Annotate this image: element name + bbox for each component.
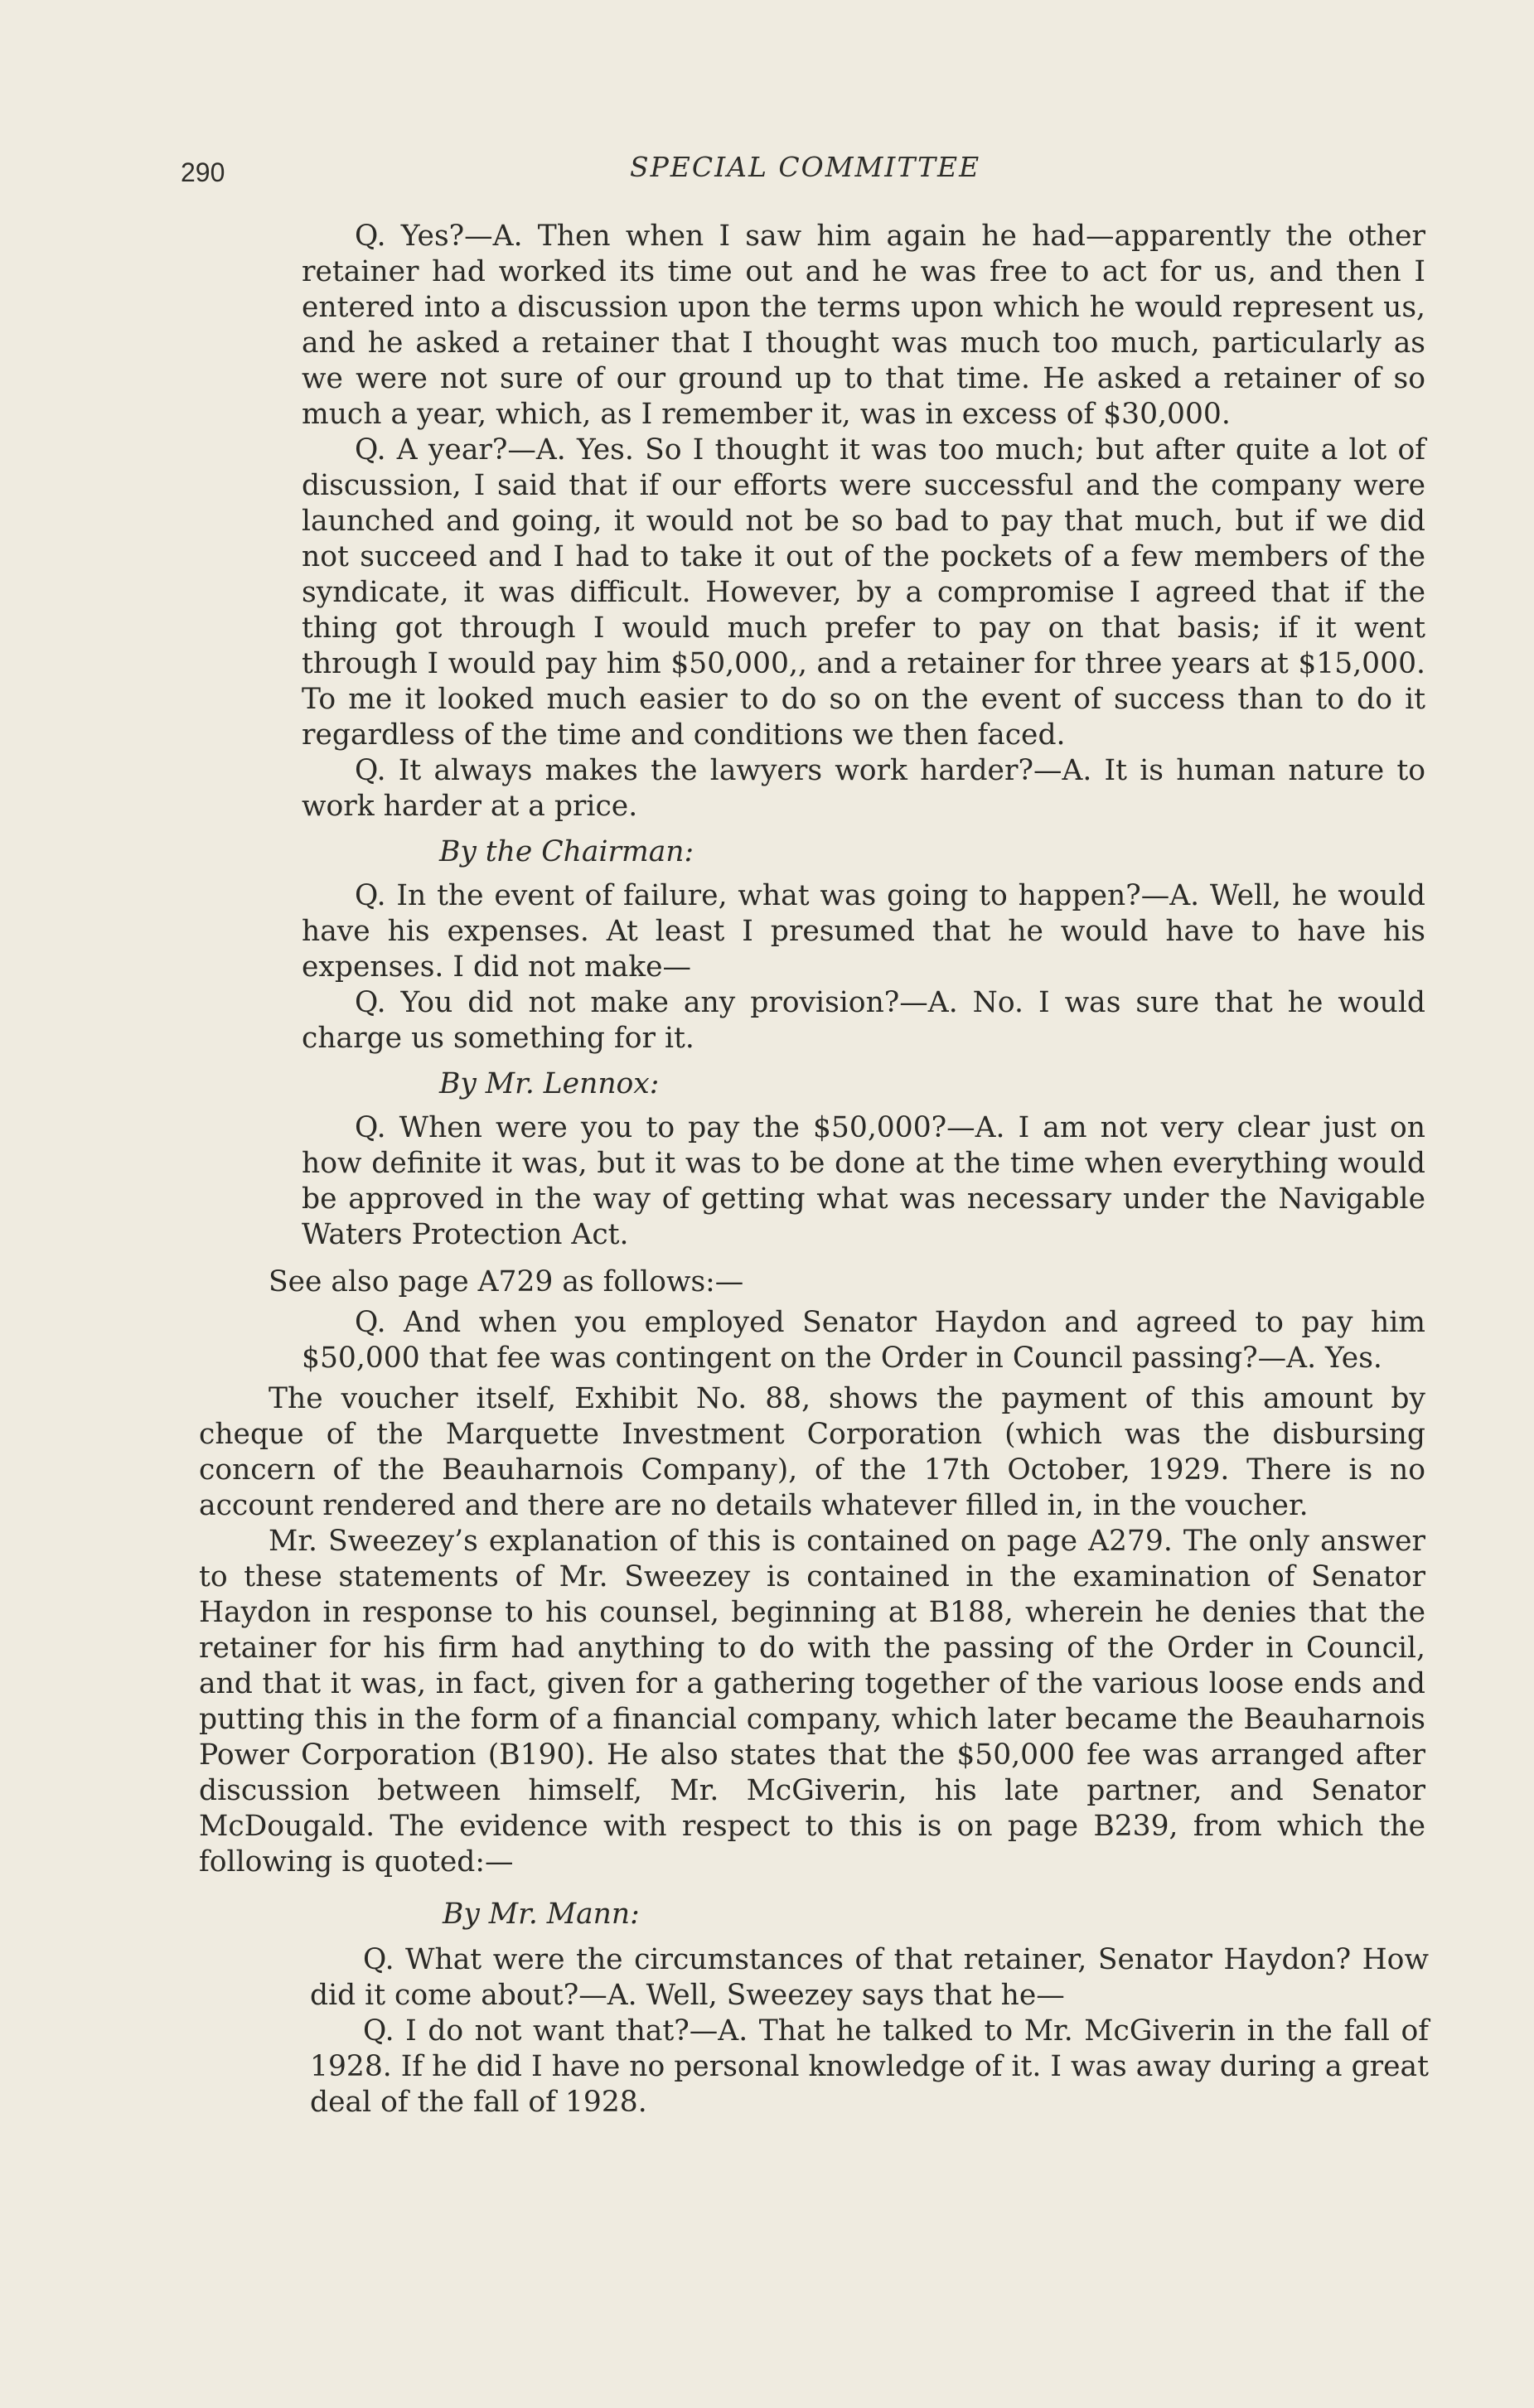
testimony-paragraph: Q. It always makes the lawyers work harder?—A. It is human nature to work harder at a price. [302,754,1425,823]
testimony-paragraph: Q. When were you to pay the $50,000?—A. I am not very clear just on how definite it was, but it was to be done at the time when everything would be approved in the way of getting what was necessary under the Navigable Waters Protection Act. [302,1111,1425,1251]
page-body [199,219,1429,2120]
cross-reference: See also page A729 as follows:— [269,1265,744,1298]
testimony-paragraph: Q. A year?—A. Yes. So I thought it was too much; but after quite a lot of discussion, I said that if our efforts were successful and the company were launched and going, it would not be so bad to pay that much, but if we did not succeed and I had to take it out of the pockets of a few members of the syndicate, it was difficult. However, by a compromise I agreed that if the thing got through I would much prefer to pay on that basis; if it went through I would pay him $50,000,, and a retainer for three years at $15,000. To me it looked much easier to do so on the event of success than to do it regardless of the time and conditions we then faced. [302,433,1425,752]
page-number: 290 [181,157,225,187]
testimony-paragraph: Q. In the event of failure, what was going to happen?—A. Well, he would have his expenses. At least I presumed that he would have to have his expenses. I did not make— [302,879,1425,984]
speaker-heading: By Mr. Lennox: [439,1067,660,1100]
speaker-heading: By Mr. Mann: [443,1898,640,1931]
narrative-paragraph: Mr. Sweezey’s explanation of this is contained on page A279. The only answer to these statements of Mr. Sweezey is contained in the examination of Senator Haydon in response to his counsel, beginning at B188, wherein he denies that the retainer for his firm had anything to do with the passing of the Order in Council, and that it was, in fact, given for a gathering together of the various loose ends and putting this in the form of a financial company, which later became the Beauharnois Power Corporation (B190). He also states that the $50,000 fee was arranged after discussion between himself, Mr. McGiverin, his late partner, and Senator McDougald. The evidence with respect to this is on page B239, from which the following is quoted:— [199,1525,1425,1879]
testimony-paragraph: Q. Yes?—A. Then when I saw him again he had—apparently the other retainer had worked its time out and he was free to act for us, and then I entered into a discussion upon the terms upon which he would represent us, and he asked a retainer that I thought was much too much, particularly as we were not sure of our ground up to that time. He asked a retainer of so much a year, which, as I remember it, was in excess of $30,000. [302,220,1425,431]
running-head: SPECIAL COMMITTEE [630,151,981,183]
testimony-paragraph: Q. You did not make any provision?—A. No. I was sure that he would charge us something for it. [302,986,1425,1055]
testimony-paragraph: Q. I do not want that?—A. That he talked to Mr. McGiverin in the fall of 1928. If he did I have no personal knowledge of it. I was away during a great deal of the fall of 1928. [310,2014,1429,2119]
testimony-paragraph: Q. What were the circumstances of that retainer, Senator Haydon? How did it come about?—A. Well, Sweezey says that he— [310,1943,1429,2012]
narrative-paragraph: The voucher itself, Exhibit No. 88, shows the payment of this amount by cheque of the Marquette Investment Corporation (which was the disbursing concern of the Beauharnois Company), of the 17th October, 1929. There is no account rendered and there are no details whatever filled in, in the voucher. [199,1382,1425,1522]
speaker-heading: By the Chairman: [439,835,694,868]
testimony-paragraph: Q. And when you employed Senator Haydon and agreed to pay him $50,000 that fee was contingent on the Order in Council passing?—A. Yes. [302,1306,1425,1375]
